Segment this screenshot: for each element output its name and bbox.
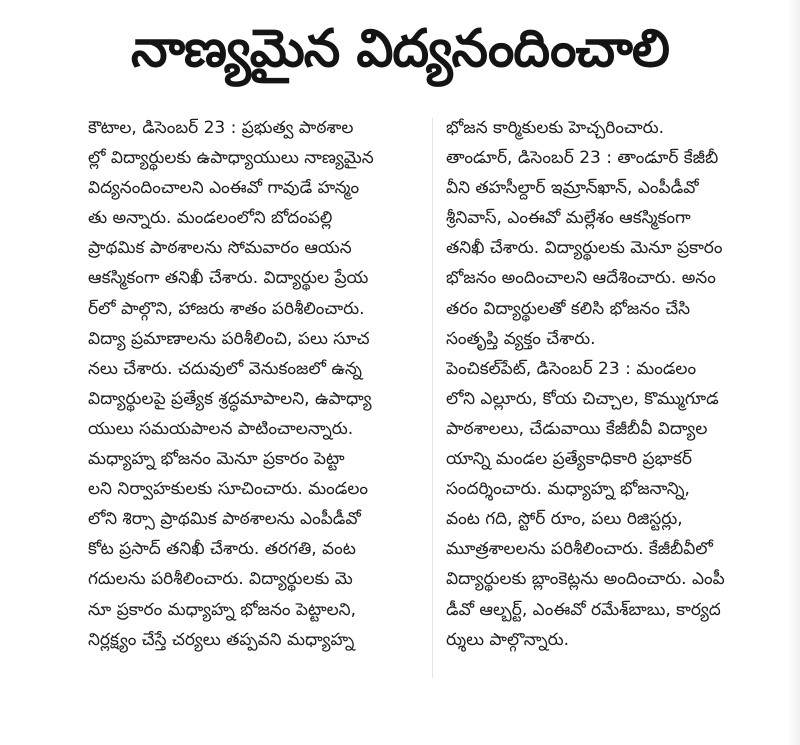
- left-line-6: ఆకస్మికంగా తనిఖీ చేశారు. విద్యార్థుల ప్రేయ: [88, 268, 369, 289]
- left-line-13: లని నిర్వాహకులకు సూచించారు. మండలం: [88, 479, 368, 500]
- left-column: [88, 113, 420, 655]
- left-line-9: నలు చేశారు. చదువులో వెనుకంజలో ఉన్న: [88, 358, 362, 379]
- left-line-5: ప్రాథమిక పాఠశాలను సోమవారం ఆయన: [88, 238, 352, 259]
- headline: నాణ్యమైన విద్యనందించాలి: [131, 19, 669, 79]
- right-line-3: వీని తహసీల్దార్ ఇమ్రాన్‌ఖాన్, ఎంపీడీవో: [446, 178, 699, 199]
- right-line-13: సందర్శించారు. మధ్యాహ్న భోజనాన్ని,: [446, 479, 690, 500]
- right-line-17: డీవో ఆల్బర్ట్, ఎంఈవో రమేశ్‌బాబు, కార్యద: [446, 599, 721, 620]
- left-line-14: లోని శిర్సా ప్రాథమిక పాఠశాలను ఎంపీడీవో: [88, 509, 361, 530]
- right-column: [446, 113, 778, 655]
- right-line-18: ర్శులు పాల్గొన్నారు.: [446, 629, 570, 650]
- left-line-15: కోట ప్రసాద్‌ తనిఖీ చేశారు. తరగతి, వంట: [88, 539, 356, 560]
- right-line-2: తాండూర్, డిసెంబర్ 23 : తాండూర్ కేజీబీ: [446, 148, 719, 169]
- left-line-17: నూ ప్రకారం మధ్యాహ్న భోజనం పెట్టాలని,: [88, 599, 356, 620]
- left-line-7: ర్‌లో పాల్గొని, హాజరు శాతం పరిశీలించారు.: [88, 298, 365, 319]
- left-line-10: విద్యార్థులపై ప్రత్యేక శ్రద్ధమాపాలని, ఉపాధ్యా: [88, 388, 372, 409]
- right-line-7: తరం విద్యార్థులతో కలిసి భోజనం చేసి: [446, 298, 691, 319]
- right-line-15: మూత్రశాలలను పరిశీలించారు. కేజీబీవీలో: [446, 539, 713, 560]
- left-line-12: మధ్యాహ్న భోజనం మెనూ ప్రకారం పెట్టా: [88, 449, 345, 470]
- left-line-3: విద్యనందించాలని ఎంఈవో గావుడే హన్మం: [88, 178, 360, 199]
- left-line-2: ల్లో విద్యార్థులకు ఉపాధ్యాయులు నాణ్యమైన: [88, 148, 374, 169]
- page-edge-shadow: [788, 0, 800, 745]
- left-line-8: విద్యా ప్రమాణాలను పరిశీలించి, పలు సూచ: [88, 328, 370, 349]
- right-line-4: శ్రీనివాస్, ఎంఈవో మల్లేశం ఆకస్మికంగా: [446, 208, 691, 229]
- right-line-8: సంతృప్తి వ్యక్తం చేశారు.: [446, 328, 596, 349]
- column-divider: [432, 118, 433, 678]
- left-line-18: నిర్లక్ష్యం చేస్తే చర్యలు తప్పవని మధ్యాహ్న: [88, 629, 355, 650]
- right-line-12: యాన్ని మండల ప్రత్యేకాధికారి ప్రభాకర్: [446, 449, 692, 470]
- left-line-4: తు అన్నారు. మండలంలోని బోదంపల్లి: [88, 208, 333, 229]
- right-line-6: భోజనం అందించాలని ఆదేశించారు. అనం: [446, 268, 716, 289]
- right-line-1: భోజన కార్మికులకు హెచ్చరించారు.: [446, 118, 665, 138]
- right-line-9: పెంచికల్‌పేట్, డిసెంబర్ 23 : మండలం: [446, 358, 697, 379]
- left-line-11: యులు సమయపాలన పాటించాలన్నారు.: [88, 418, 354, 439]
- right-line-5: తనిఖీ చేశారు. విద్యార్థులకు మెనూ ప్రకారం: [446, 238, 723, 259]
- right-line-16: విద్యార్థులకు బ్లాంకెట్లను అందించారు. ఎంపీ: [446, 569, 725, 590]
- left-line-1: కౌటాల, డిసెంబర్ 23 : ప్రభుత్వ పాఠశాల: [88, 118, 354, 138]
- right-line-10: లోని ఎల్లూరు, కోయ చిచ్చాల, కొమ్ముగూడ: [446, 388, 719, 409]
- right-line-11: పాఠశాలలు, చేడువాయి కేజీబీవీ విద్యాల: [446, 418, 708, 439]
- left-line-16: గదులను పరిశీలించారు. విద్యార్థులకు మె: [88, 569, 353, 590]
- right-line-14: వంట గది, స్టోర్ రూం, పలు రిజిస్టర్లు,: [446, 509, 683, 530]
